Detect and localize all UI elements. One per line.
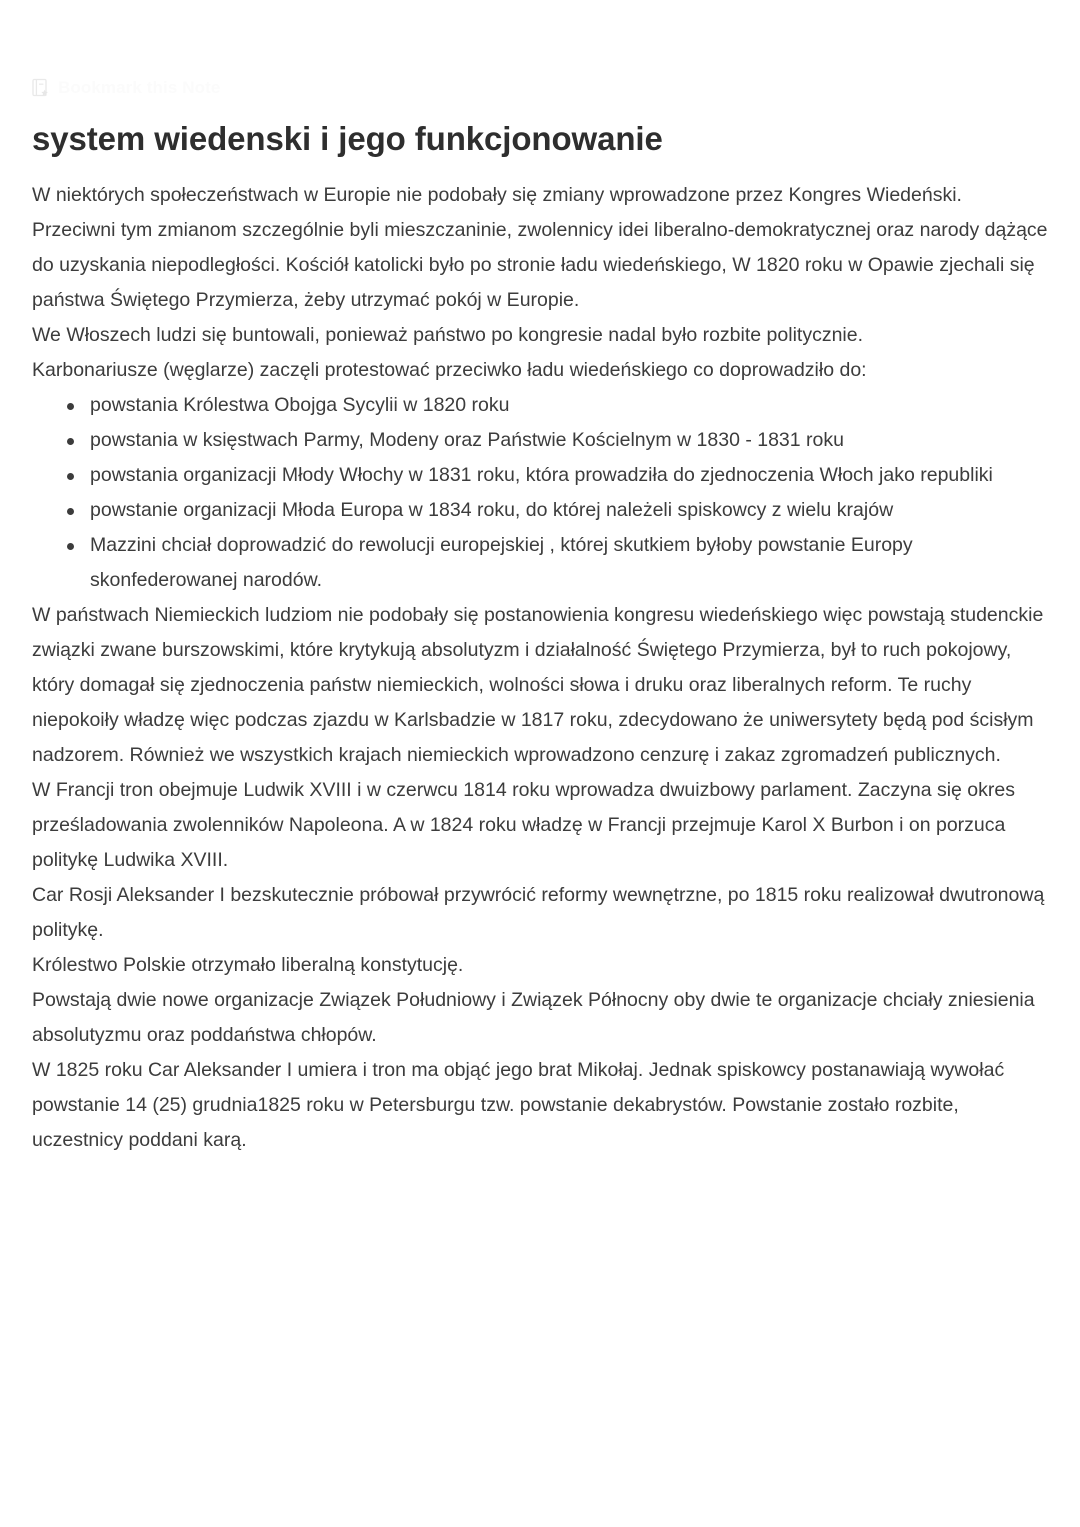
list-item: Mazzini chciał doprowadzić do rewolucji europejskiej , której skutkiem byłoby powstanie Europy skonfederowanej narodów. (32, 528, 1048, 598)
list-item: powstania w księstwach Parmy, Modeny oraz Państwie Kościelnym w 1830 - 1831 roku (32, 423, 1048, 458)
paragraph-german-states: W państwach Niemieckich ludziom nie podobały się postanowienia kongresu wiedeńskiego więc powstają studenckie związki zwane burszowskimi, które krytykują absolutyzm i działalność Świętego Przymierza, był to ruch pokojowy, który domagał się zjednoczenia państw niemieckich, wolności słowa i druku oraz liberalnych reform. Te ruchy niepokoiły władzę więc podczas zjazdu w Karlsbadzie w 1817 roku, zdecydowano że uniwersytety będą pod ścisłym nadzorem. Również we wszystkich krajach niemieckich wprowadzono cenzurę i zakaz zgromadzeń publicznych. (32, 604, 1044, 766)
document-header (32, 76, 220, 100)
paragraph-france: W Francji tron obejmuje Ludwik XVIII i w czerwcu 1814 roku wprowadza dwuizbowy parlament. Zaczyna się okres prześladowania zwolenników Napoleona. A w 1824 roku władzę w Francji przejmuje Karol X Burbon i on porzuca politykę Ludwika XVIII. (32, 779, 1015, 871)
paragraph-decembrists: W 1825 roku Car Aleksander I umiera i tron ma objąć jego brat Mikołaj. Jednak spiskowcy postanawiają wywołać powstanie 14 (25) grudnia1825 roku w Petersburgu tzw. powstanie dekabrystów. Powstanie zostało rozbite, uczestnicy poddani karą. (32, 1059, 1005, 1151)
header-ghost-label: Bookmark this Note (58, 78, 221, 97)
paragraph-italy-revolt: We Włoszech ludzi się buntowali, ponieważ państwo po kongresie nadal było rozbite politycznie. (32, 324, 864, 346)
list-item: powstania Królestwa Obojga Sycylii w 1820 roku (32, 388, 1048, 423)
list-item: powstanie organizacji Młoda Europa w 1834 roku, do której należeli spiskowcy z wielu krajów (32, 493, 1048, 528)
bookmark-document-star-icon[interactable] (32, 78, 50, 98)
list-item: powstania organizacji Młody Włochy w 1831 roku, która prowadziła do zjednoczenia Włoch jako republiki (32, 458, 1048, 493)
paragraph-intro: W niektórych społeczeństwach w Europie nie podobały się zmiany wprowadzone przez Kongres Wiedeński. Przeciwni tym zmianom szczególnie byli mieszczaninie, zwolennicy idei liberalno-demokratycznej oraz narody dążące do uzyskania niepodległości. Kościół katolicki było po stronie ładu wiedeńskiego, W 1820 roku w Opawie zjechali się państwa Świętego Przymierza, żeby utrzymać pokój w Europie. (32, 184, 1048, 311)
paragraph-secret-societies: Powstają dwie nowe organizacje Związek Południowy i Związek Północny oby dwie te organizacje chciały zniesienia absolutyzmu oraz poddaństwa chłopów. (32, 989, 1035, 1046)
document-body (32, 178, 1048, 1158)
paragraph-carbonari-intro: Karbonariusze (węglarze) zaczęli protestować przeciwko ładu wiedeńskiego co doprowadziło do: (32, 359, 867, 381)
paragraph-polish-kingdom: Królestwo Polskie otrzymało liberalną konstytucję. (32, 954, 464, 976)
paragraph-russia-alexander: Car Rosji Aleksander I bezskutecznie próbował przywrócić reformy wewnętrzne, po 1815 roku realizował dwutronową politykę. (32, 884, 1045, 941)
page-title: system wiedenski i jego funkcjonowanie (32, 120, 663, 157)
uprisings-list (32, 388, 1048, 598)
